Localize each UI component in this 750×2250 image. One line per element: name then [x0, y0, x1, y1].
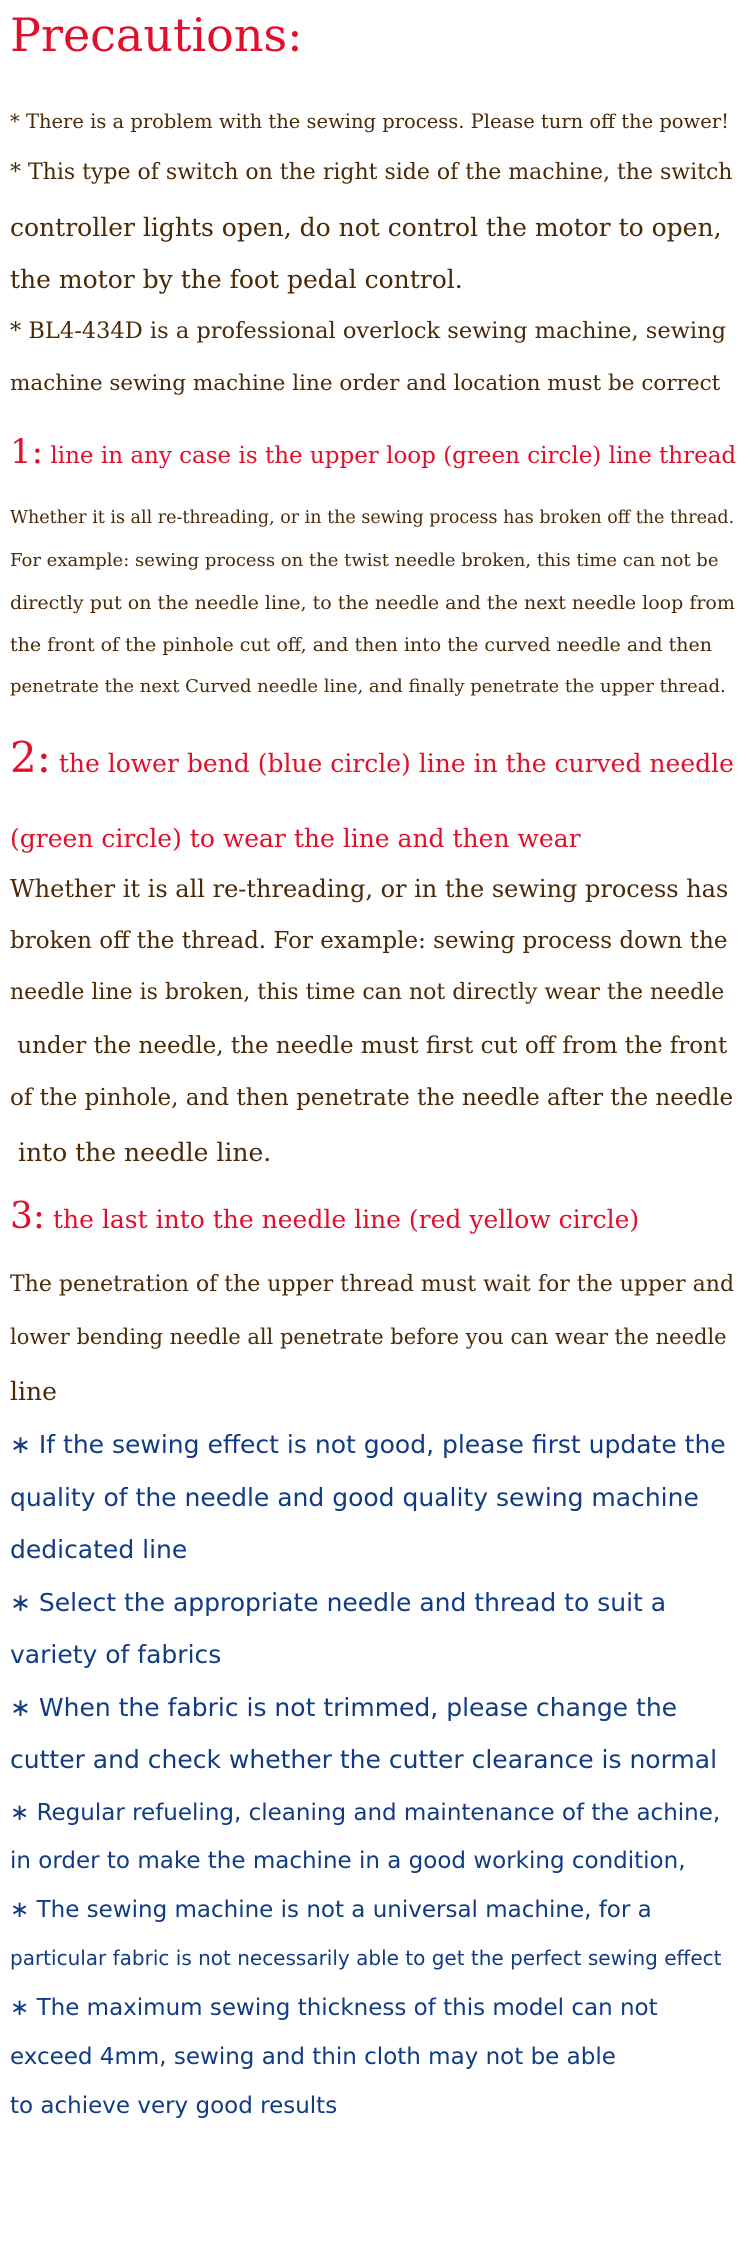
tip-line: ∗ Select the appropriate needle and thread to suit a: [10, 1588, 667, 1617]
tip-line: variety of fabrics: [10, 1640, 222, 1669]
step-2-body-line: Whether it is all re-threading, or in the sewing process has: [10, 875, 729, 903]
note-line: exceed 4mm, sewing and thin cloth may not be able: [10, 2044, 616, 2070]
note-line: ∗ The sewing machine is not a universal machine, for a: [10, 1897, 652, 1923]
note-line: in order to make the machine in a good working condition,: [10, 1848, 686, 1874]
step-3-body-line: lower bending needle all penetrate before you can wear the needle: [10, 1325, 727, 1349]
tip-line: quality of the needle and good quality sewing machine: [10, 1483, 699, 1512]
intro-line: machine sewing machine line order and location must be correct: [10, 371, 721, 396]
step-2-body-line: under the needle, the needle must first cut off from the front: [10, 1033, 728, 1059]
step-2-body-line: of the pinhole, and then penetrate the needle after the needle: [10, 1085, 734, 1111]
step-3-number: 3:: [10, 1196, 46, 1237]
step-2-heading-text: the lower bend (blue circle) line in the curved needle: [58, 749, 734, 778]
note-line: ∗ The maximum sewing thickness of this model can not: [10, 1995, 658, 2021]
note-line: to achieve very good results: [10, 2093, 338, 2119]
page-title: Precautions:: [10, 8, 303, 62]
tip-line: ∗ If the sewing effect is not good, please first update the: [10, 1430, 726, 1459]
step-3-heading-text: the last into the needle line (red yellow circle): [53, 1205, 640, 1234]
step-1-body-line: Whether it is all re-threading, or in the sewing process has broken off the thread.: [10, 508, 735, 528]
tip-line: dedicated line: [10, 1535, 188, 1564]
step-1-heading-text: line in any case is the upper loop (green circle) line thread: [50, 443, 737, 469]
step-2-heading-cont: (green circle) to wear the line and then wear: [10, 824, 581, 853]
intro-line: controller lights open, do not control the motor to open,: [10, 213, 722, 242]
step-2-body-line: needle line is broken, this time can not directly wear the needle: [10, 980, 725, 1005]
step-3-body-line: line: [10, 1377, 57, 1406]
note-line: particular fabric is not necessarily able to get the perfect sewing effect: [10, 1946, 722, 1970]
step-2-body-line: broken off the thread. For example: sewing process down the: [10, 928, 728, 954]
step-2-heading: [10, 733, 734, 782]
tip-line: cutter and check whether the cutter clearance is normal: [10, 1745, 718, 1774]
step-2-body-line: into the needle line.: [10, 1138, 272, 1167]
intro-line: the motor by the foot pedal control.: [10, 265, 463, 294]
step-1-body-line: the front of the pinhole cut off, and then into the curved needle and then: [10, 634, 712, 656]
note-line: ∗ Regular refueling, cleaning and maintenance of the achine,: [10, 1800, 721, 1826]
tip-line: ∗ When the fabric is not trimmed, please change the: [10, 1693, 678, 1722]
step-1-body-line: penetrate the next Curved needle line, and finally penetrate the upper thread.: [10, 676, 726, 697]
step-1-heading: [10, 432, 736, 472]
step-3-heading: [10, 1196, 639, 1237]
step-1-body-line: For example: sewing process on the twist needle broken, this time can not be: [10, 550, 719, 571]
step-3-body-line: The penetration of the upper thread must wait for the upper and: [10, 1272, 735, 1297]
intro-line: * This type of switch on the right side of the machine, the switch: [10, 160, 733, 185]
step-1-number: 1:: [10, 432, 44, 472]
step-2-number: 2:: [10, 733, 51, 782]
step-1-body-line: directly put on the needle line, to the needle and the next needle loop from: [10, 592, 735, 614]
intro-line: * BL4-434D is a professional overlock sewing machine, sewing: [10, 318, 727, 344]
intro-line: * There is a problem with the sewing process. Please turn off the power!: [10, 110, 729, 133]
